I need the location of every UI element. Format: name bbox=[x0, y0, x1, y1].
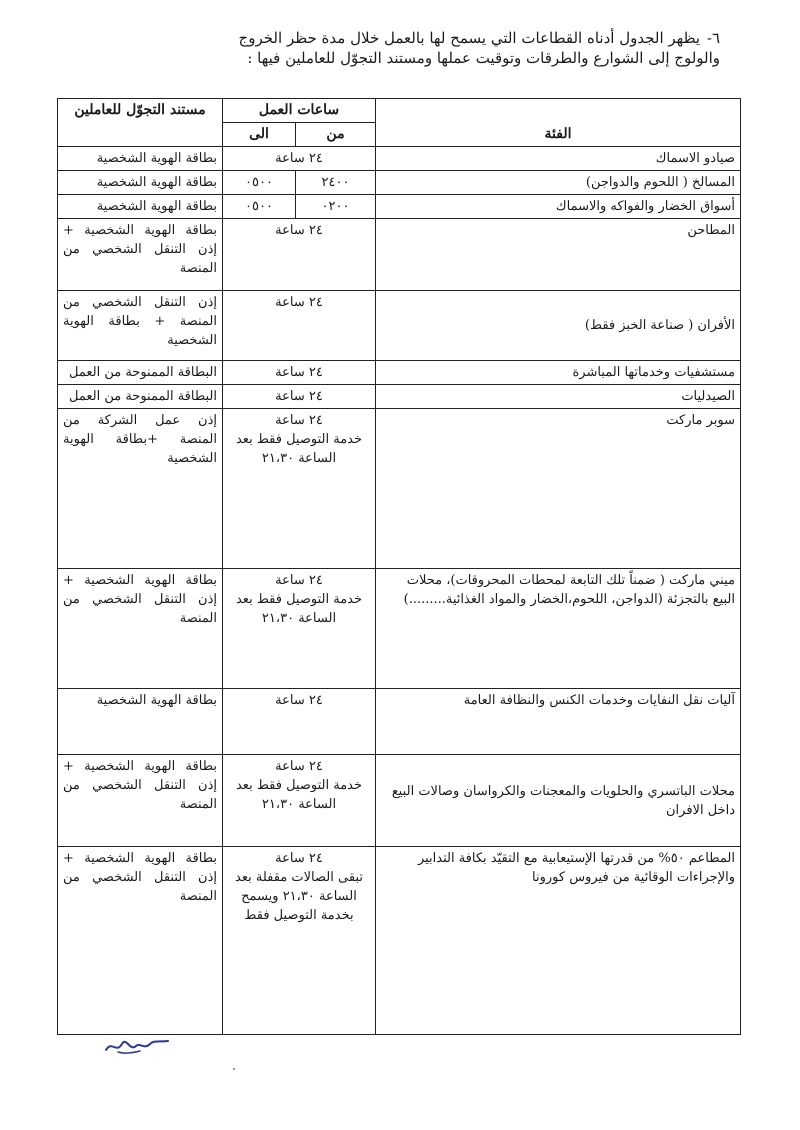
table-header-row bbox=[58, 99, 741, 123]
row-hours-note: خدمة التوصيل فقط بعد الساعة ٢١،٣٠ bbox=[235, 778, 363, 812]
row-document: بطاقة الهوية الشخصية + إذن التنقل الشخصي من المنصة bbox=[58, 569, 223, 689]
page-dot bbox=[233, 1068, 235, 1070]
row-category: المطاحن bbox=[376, 219, 741, 291]
row-from: ٠٢٠٠ bbox=[296, 195, 376, 219]
row-document: إذن التنقل الشخصي من المنصة + بطاقة الهوية الشخصية bbox=[58, 291, 223, 361]
intro-text-line-1: يظهر الجدول أدناه القطاعات التي يسمح لها بالعمل خلال مدة حظر الخروج bbox=[238, 29, 701, 47]
header-to: الى bbox=[223, 123, 296, 147]
row-document: بطاقة الهوية الشخصية bbox=[58, 171, 223, 195]
header-from: من bbox=[296, 123, 376, 147]
row-hours-cell bbox=[223, 847, 376, 1035]
table-row bbox=[58, 361, 741, 385]
row-to: ٠٥٠٠ bbox=[223, 195, 296, 219]
table-row bbox=[58, 195, 741, 219]
row-from: ٢٤٠٠ bbox=[296, 171, 376, 195]
row-document: بطاقة الهوية الشخصية + إذن التنقل الشخصي من المنصة bbox=[58, 219, 223, 291]
intro-text-line-2: والولوج إلى الشوارع والطرقات وتوقيت عملها ومستند التجوّل للعاملين فيها : bbox=[247, 49, 720, 67]
signature-icon bbox=[100, 1032, 172, 1058]
table-row bbox=[58, 291, 741, 361]
row-document: البطاقة الممنوحة من العمل bbox=[58, 385, 223, 409]
header-document: مستند التجوّل للعاملين bbox=[58, 99, 223, 147]
row-hours: ٢٤ ساعة bbox=[223, 689, 376, 755]
row-category: سوبر ماركت bbox=[376, 409, 741, 569]
row-category: محلات الباتسري والحلويات والمعجنات والكرواسان وصالات البيع داخل الافران bbox=[376, 755, 741, 847]
row-category: آليات نقل النفايات وخدمات الكنس والنظافة العامة bbox=[376, 689, 741, 755]
row-hours: ٢٤ ساعة bbox=[223, 361, 376, 385]
intro-line-1 bbox=[90, 28, 720, 48]
row-hours-note: خدمة التوصيل فقط بعد الساعة ٢١،٣٠ bbox=[235, 592, 363, 626]
row-document: بطاقة الهوية الشخصية bbox=[58, 195, 223, 219]
table-row bbox=[58, 171, 741, 195]
row-document: بطاقة الهوية الشخصية + إذن التنقل الشخصي من المنصة bbox=[58, 847, 223, 1035]
row-category: ميني ماركت ( ضمناً تلك التابعة لمحطات المحروقات)، محلات البيع بالتجزئة (الدواجن، اللحوم،الخضار والمواد الغذائية.........) bbox=[376, 569, 741, 689]
row-hours: ٢٤ ساعة bbox=[275, 413, 323, 428]
row-hours-note: تبقى الصالات مقفلة بعد الساعة ٢١،٣٠ ويسمح بخدمة التوصيل فقط bbox=[235, 870, 363, 923]
row-document: بطاقة الهوية الشخصية bbox=[58, 689, 223, 755]
row-hours-cell bbox=[223, 755, 376, 847]
row-document: بطاقة الهوية الشخصية bbox=[58, 147, 223, 171]
table-row bbox=[58, 147, 741, 171]
row-to: ٠٥٠٠ bbox=[223, 171, 296, 195]
row-category: صيادو الاسماك bbox=[376, 147, 741, 171]
row-hours: ٢٤ ساعة bbox=[275, 851, 323, 866]
row-hours-cell bbox=[223, 569, 376, 689]
table-row bbox=[58, 569, 741, 689]
table-row bbox=[58, 409, 741, 569]
row-category: المسالخ ( اللحوم والدواجن) bbox=[376, 171, 741, 195]
row-hours: ٢٤ ساعة bbox=[275, 759, 323, 774]
intro-paragraph bbox=[90, 28, 720, 68]
table-row bbox=[58, 755, 741, 847]
row-hours-cell bbox=[223, 409, 376, 569]
table-row bbox=[58, 847, 741, 1035]
row-hours-note: خدمة التوصيل فقط بعد الساعة ٢١،٣٠ bbox=[235, 432, 363, 466]
row-hours: ٢٤ ساعة bbox=[223, 291, 376, 361]
table-row bbox=[58, 385, 741, 409]
row-category: أسواق الخضار والفواكه والاسماك bbox=[376, 195, 741, 219]
row-hours: ٢٤ ساعة bbox=[223, 147, 376, 171]
row-category: الأفران ( صناعة الخبز فقط) bbox=[376, 291, 741, 361]
row-category: الصيدليات bbox=[376, 385, 741, 409]
table-row bbox=[58, 689, 741, 755]
row-document: بطاقة الهوية الشخصية + إذن التنقل الشخصي من المنصة bbox=[58, 755, 223, 847]
row-hours: ٢٤ ساعة bbox=[275, 573, 323, 588]
sectors-table bbox=[57, 98, 741, 1035]
row-category: مستشفيات وخدماتها المباشرة bbox=[376, 361, 741, 385]
row-category: المطاعم ٥٠% من قدرتها الإستيعابية مع التقيّد بكافة التدابير والإجراءات الوقائية من فيروس كورونا bbox=[376, 847, 741, 1035]
header-category: الفئة bbox=[376, 99, 741, 147]
section-number: ٦- bbox=[706, 29, 720, 47]
table-row bbox=[58, 219, 741, 291]
row-hours: ٢٤ ساعة bbox=[223, 385, 376, 409]
row-document: البطاقة الممنوحة من العمل bbox=[58, 361, 223, 385]
intro-line-2 bbox=[90, 48, 720, 68]
header-working-hours: ساعات العمل bbox=[223, 99, 376, 123]
row-hours: ٢٤ ساعة bbox=[223, 219, 376, 291]
row-document: إذن عمل الشركة من المنصة +بطاقة الهوية الشخصية bbox=[58, 409, 223, 569]
